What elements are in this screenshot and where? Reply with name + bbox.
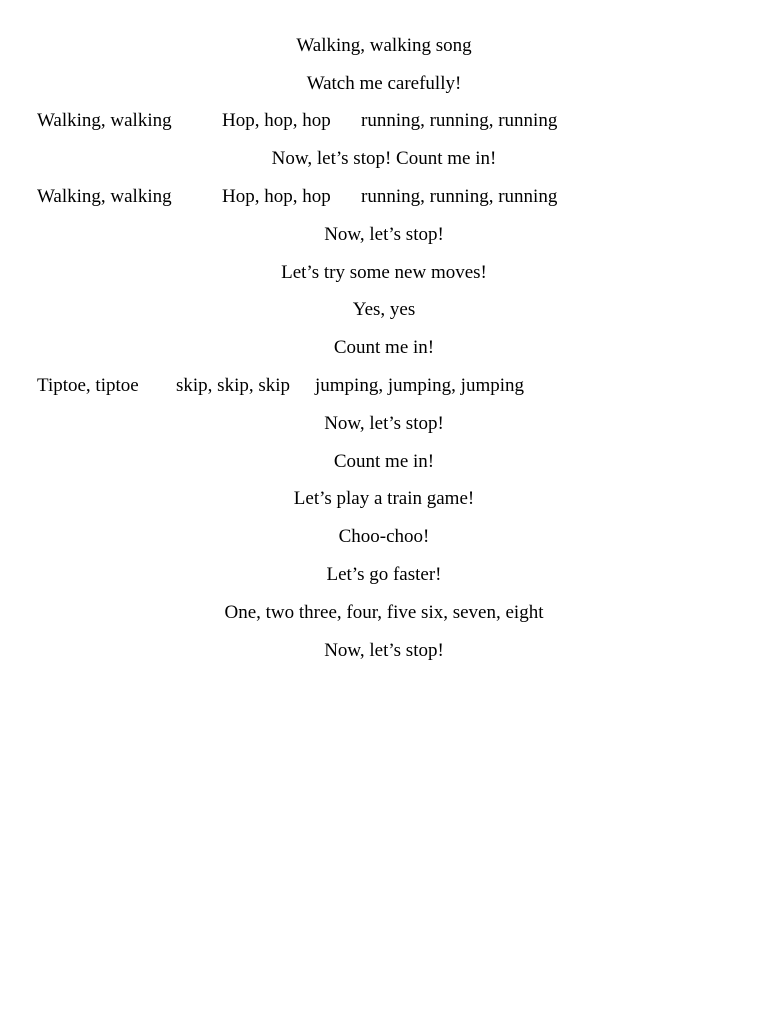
lyric-line-movements bbox=[0, 108, 768, 134]
lyric-segment: Walking, walking bbox=[37, 186, 172, 207]
lyric-line: Choo-choo! bbox=[338, 526, 430, 547]
lyric-line: Let’s try some new moves! bbox=[281, 262, 487, 283]
lyric-line: Let’s play a train game! bbox=[293, 488, 475, 509]
lyric-line: Now, let’s stop! Count me in! bbox=[271, 148, 497, 169]
lyric-segment: Walking, walking bbox=[37, 110, 172, 131]
lyric-line: Now, let’s stop! bbox=[324, 640, 444, 661]
lyric-line: One, two three, four, five six, seven, eight bbox=[224, 602, 544, 623]
lyric-segment: jumping, jumping, jumping bbox=[315, 375, 525, 396]
lyric-line: Count me in! bbox=[333, 451, 435, 472]
lyric-line: Now, let’s stop! bbox=[324, 413, 444, 434]
lyric-line: Watch me carefully! bbox=[306, 73, 462, 94]
lyric-line: Now, let’s stop! bbox=[324, 224, 444, 245]
lyric-segment: Hop, hop, hop bbox=[222, 110, 331, 131]
lyric-segment: running, running, running bbox=[361, 110, 558, 131]
lyric-line: Count me in! bbox=[333, 337, 435, 358]
lyric-segment: Tiptoe, tiptoe bbox=[37, 375, 139, 396]
song-title: Walking, walking song bbox=[296, 35, 472, 56]
lyric-segment: skip, skip, skip bbox=[176, 375, 291, 396]
lyric-segment: running, running, running bbox=[361, 186, 558, 207]
lyric-line-movements bbox=[0, 184, 768, 210]
lyric-segment: Hop, hop, hop bbox=[222, 186, 331, 207]
lyric-line: Yes, yes bbox=[352, 299, 416, 320]
lyric-line: Let’s go faster! bbox=[326, 564, 442, 585]
lyric-line-movements bbox=[0, 373, 768, 399]
